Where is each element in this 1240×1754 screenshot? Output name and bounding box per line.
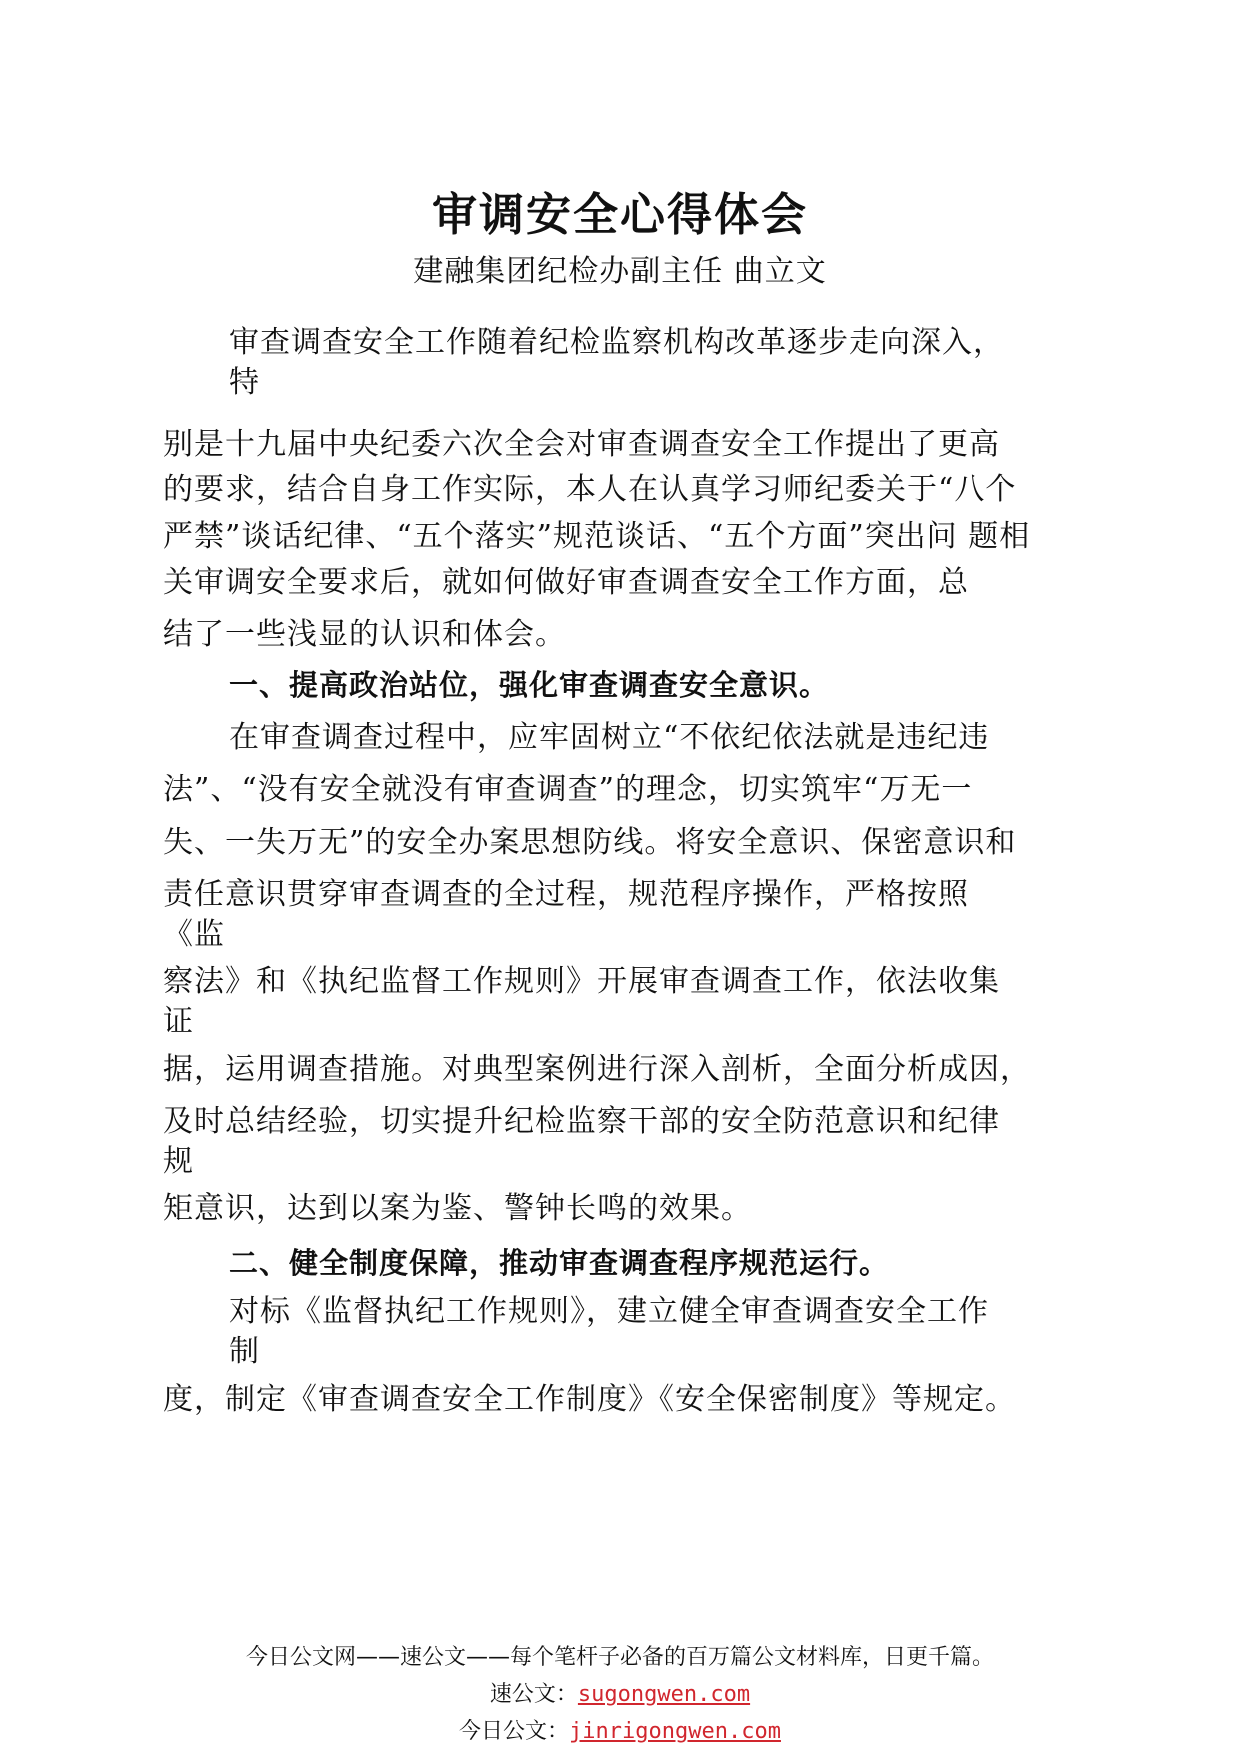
- wrapped-fragment: 证: [163, 1004, 194, 1039]
- paragraph-line: 法”、“没有安全就没有审查调查”的理念，切实筑牢“万无一: [163, 772, 973, 807]
- footer-site-2-link[interactable]: jinrigongwen.com: [569, 1719, 781, 1744]
- paragraph-line: 结了一些浅显的认识和体会。: [163, 617, 566, 652]
- paragraph-line: 矩意识，达到以案为鉴、警钟长鸣的效果。: [163, 1191, 752, 1226]
- paragraph-line: 责任意识贯穿审查调查的全过程，规范程序操作，严格按照 《监: [163, 875, 1098, 955]
- footer-site-1: [0, 1677, 1240, 1708]
- paragraph-line: 严禁”谈话纪律、“五个落实”规范谈话、“五个方面”突出问 题相: [163, 519, 1031, 554]
- paragraph-line: 失、一失万无”的安全办案思想防线。将安全意识、保密意识和: [163, 825, 1017, 860]
- paragraph-line: 对标《监督执纪工作规则》，建立健全审查调查安全工作 制: [229, 1292, 1164, 1372]
- footer-site-1-link[interactable]: sugongwen.com: [577, 1682, 751, 1707]
- paragraph-line: 在审查调查过程中，应牢固树立“不依纪依法就是违纪违: [229, 720, 990, 755]
- paragraph-line: 别是十九届中央纪委六次全会对审查调查安全工作提出了更高: [163, 427, 1000, 462]
- paragraph-line: 及时总结经验，切实提升纪检监察干部的安全防范意识和纪律 规: [163, 1102, 1098, 1182]
- footer-site-2: [0, 1714, 1240, 1745]
- paragraph-line: 度，制定《审查调查安全工作制度》《安全保密制度》等规定。: [163, 1382, 1016, 1417]
- wrapped-fragment: 特: [229, 365, 260, 400]
- paragraph-line: 关审调安全要求后，就如何做好审查调查安全工作方面，总: [163, 565, 969, 600]
- paragraph-line: 的要求，结合自身工作实际，本人在认真学习师纪委关于“八个: [163, 472, 1017, 507]
- wrapped-fragment: 制: [229, 1334, 260, 1369]
- footer-site-2-label: 今日公文：: [459, 1719, 570, 1744]
- wrapped-fragment: 《监: [163, 917, 225, 952]
- paragraph-line: 审查调查安全工作随着纪检监察机构改革逐步走向深入， 特: [229, 323, 1164, 403]
- paragraph-line: 据，运用调查措施。对典型案例进行深入剖析，全面分析成因，: [163, 1052, 1031, 1087]
- document-author: 建融集团纪检办副主任 曲立文: [413, 254, 827, 289]
- section-heading-2: 二、健全制度保障，推动审查调查程序规范运行。: [229, 1246, 890, 1280]
- paragraph-line: 察法》和《执纪监督工作规则》开展审查调查工作，依法收集 证: [163, 962, 1098, 1042]
- footer-tagline: 今日公文网——速公文——每个笔杆子必备的百万篇公文材料库，日更千篇。: [245, 1645, 994, 1670]
- wrapped-fragment: 规: [163, 1144, 194, 1179]
- footer-site-1-label: 速公文：: [489, 1682, 578, 1707]
- document-title: 审调安全心得体会: [431, 188, 808, 241]
- section-heading-1: 一、提高政治站位，强化审查调查安全意识。: [229, 668, 830, 702]
